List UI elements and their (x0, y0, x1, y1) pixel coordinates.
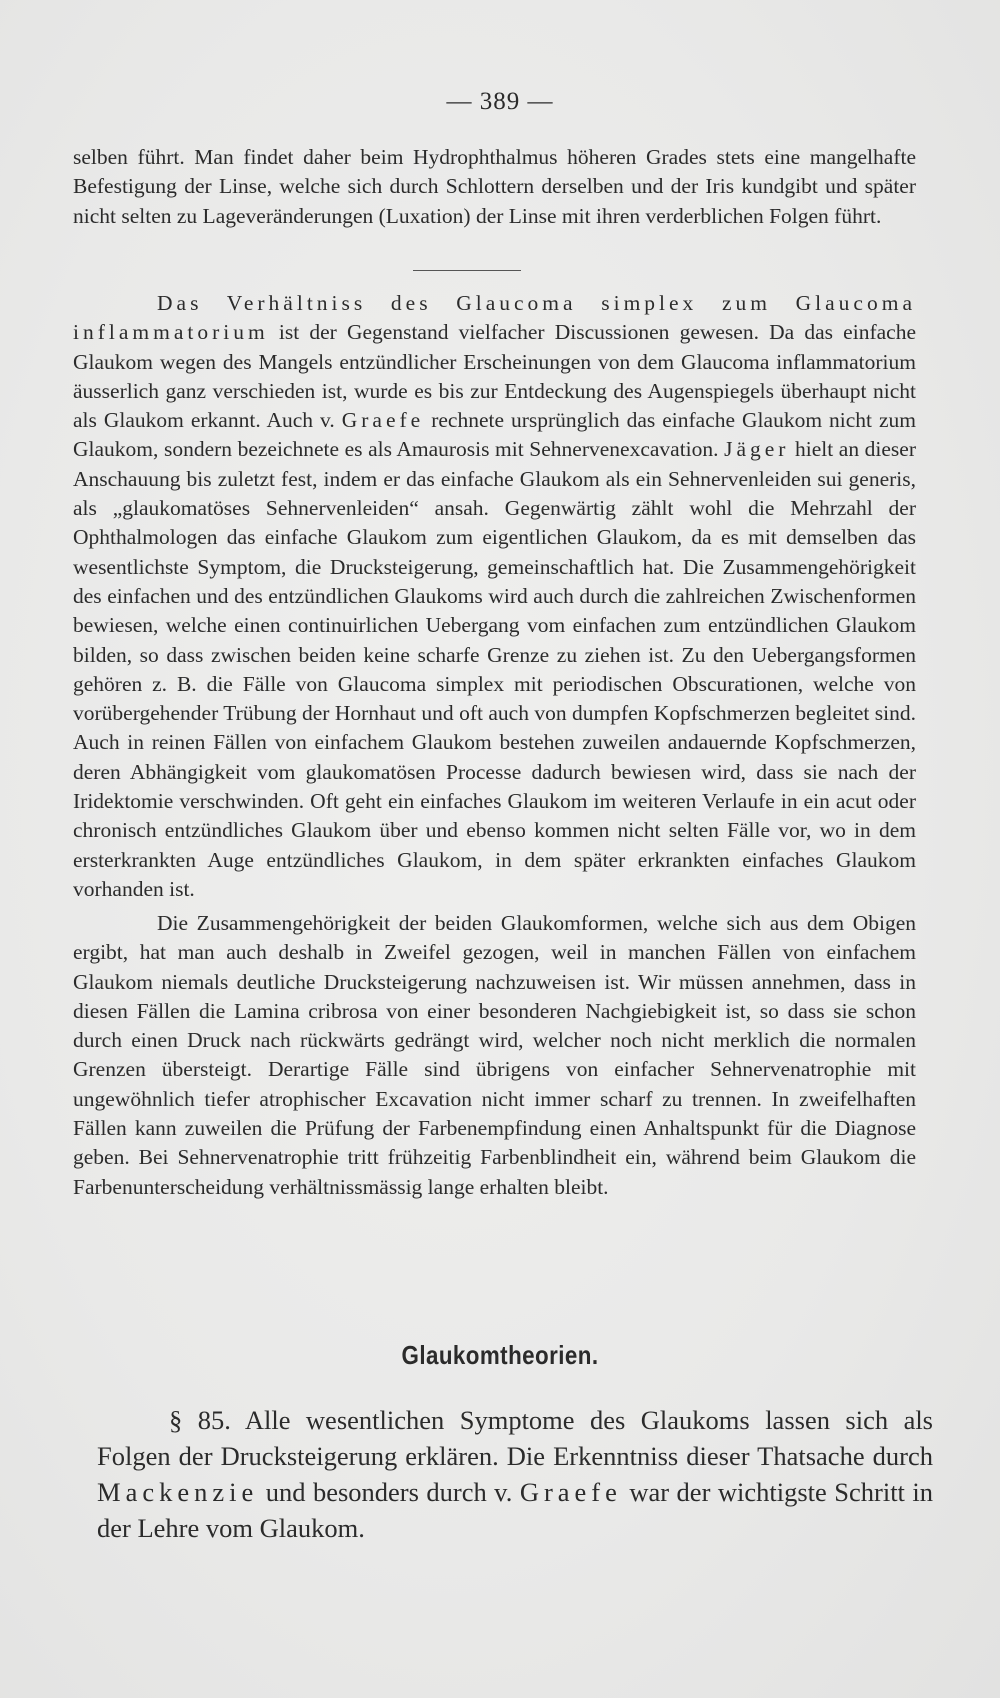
section-85-paragraph (97, 1402, 933, 1546)
emphasis-name-mackenzie: Mackenzie (97, 1477, 259, 1507)
emphasis-name-jaeger: Jäger (724, 437, 790, 462)
section-85-text-a: § 85. Alle wesentlichen Symptome des Glaukoms lassen sich als Folgen der Drucksteigerung erklären. Die Erkenntniss dieser Thatsache durch (97, 1405, 933, 1471)
paragraph-2-text-c: hielt an dieser Anschauung bis zuletzt fest, indem er das einfache Glaukom als ein Sehnervenleiden sui generis, als „glaukomatöses Sehnervenleiden“ ansah. Gegenwärtig zählt wohl die Mehrzahl der Ophthalmologen das einfache Glaukom zum eigentlichen Glaukom, da es mit demselben das wesentlichste Symptom, die Drucksteigerung, gemeinschaftlich hat. Die Zusammengehörigkeit des einfachen und des entzündlichen Glaukoms wird auch durch die zahlreichen Zwischenformen bewiesen, welche einen continuirlichen Uebergang vom einfachen zum entzündlichen Glaukom bilden, so dass zwischen beiden keine scharfe Grenze zu ziehen ist. Zu den Uebergangsformen gehören z. B. die Fälle von Glaucoma simplex mit periodischen Obscurationen, welche von vorübergehender Trübung der Hornhaut und oft auch von dumpfen Kopfschmerzen begleitet sind. Auch in reinen Fällen von einfachem Glaukom bestehen zuweilen andauernde Kopfschmerzen, deren Abhängigkeit vom glaukomatösen Processe dadurch bewiesen wird, dass sie nach der Iridektomie verschwinden. Oft geht ein einfaches Glaukom im weiteren Verlaufe in ein acut oder chronisch entzündliches Glaukom über und ebenso kommen nicht selten Fälle vor, wo in dem ersterkrankten Auge entzündliches Glaukom, in dem später erkrankten einfaches Glaukom vorhanden ist. (73, 437, 916, 901)
paragraph-zusammengehoerigkeit (73, 909, 916, 1202)
paragraph-continuation (73, 143, 916, 231)
emphasis-name-graefe: Graefe (341, 408, 425, 433)
emphasis-topic: Das Verhältniss des Glaucoma simplex zum Glaucoma inflammatorium (73, 291, 916, 345)
section-85-text-b: und besonders durch v. (258, 1477, 520, 1507)
paragraph-glaucoma-relation (73, 289, 916, 904)
emphasis-name-graefe-2: Graefe (519, 1477, 622, 1507)
paragraph-2-text-a: ist der Gegenstand vielfacher Discussionen gewesen. Da das einfache Glaukom wegen des Mangels entzündlicher Erscheinungen von dem Glaucoma inflammatorium äusserlich ganz verschieden ist, wurde es bis zur Entdeckung des Augenspiegels überhaupt nicht als Glaukom erkannt. Auch v. (73, 320, 916, 433)
section-heading: Glaukomtheorien. (401, 1340, 599, 1370)
paragraph-2-text-b: rechnete ursprünglich das einfache Glaukom nicht zum Glaukom, sondern bezeichnete es als Amaurosis mit Sehnervenexcavation. (73, 408, 917, 462)
separator-rule (413, 270, 521, 271)
paragraph-2 (73, 289, 916, 904)
section-85-text-c: war der wichtigste Schritt in der Lehre vom Glaukom. (97, 1477, 933, 1543)
paragraph-3: Die Zusammengehörigkeit der beiden Glaukomformen, welche sich aus dem Obigen ergibt, hat man auch deshalb in Zweifel gezogen, weil in manchen Fällen von einfachem Glaukom niemals deutliche Drucksteigerung nachzuweisen ist. Wir müssen annehmen, dass in diesen Fällen die Lamina cribrosa von einer besonderen Nachgiebigkeit ist, so dass sie schon durch einen Druck nach rückwärts gedrängt wird, welcher noch nicht merklich die normalen Grenzen übersteigt. Derartige Fälle sind übrigens von einfacher Sehnervenatrophie mit ungewöhnlich tiefer atrophischer Excavation nicht immer scharf zu trennen. In zweifelhaften Fällen kann zuweilen die Prüfung der Farbenempfindung einen Anhaltspunkt für die Diagnose geben. Bei Sehnervenatrophie tritt frühzeitig Farbenblindheit ein, während beim Glaukom die Farbenunterscheidung verhältnissmässig lange erhalten bleibt. (73, 911, 916, 1199)
paragraph-1: selben führt. Man findet daher beim Hydrophthalmus höheren Grades stets eine mangelhafte Befestigung der Linse, welche sich durch Schlottern derselben und der Iris kundgibt und später nicht selten zu Lageveränderungen (Luxation) der Linse mit ihren verderblichen Folgen führt. (73, 145, 916, 228)
page-number: — 389 — (446, 88, 554, 115)
